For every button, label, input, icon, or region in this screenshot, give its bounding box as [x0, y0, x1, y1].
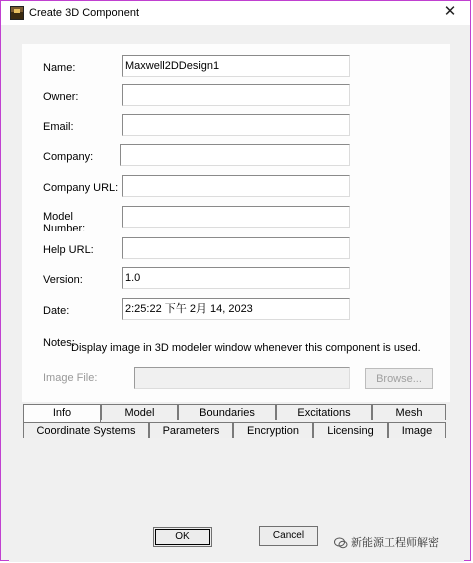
- image-file-field: [134, 367, 350, 389]
- name-label: Name:: [43, 62, 76, 74]
- close-icon[interactable]: ✕: [443, 3, 457, 20]
- image-file-label: Image File:: [43, 372, 98, 384]
- browse-button: Browse...: [365, 368, 433, 389]
- owner-label: Owner:: [43, 91, 79, 103]
- wechat-icon: [334, 537, 348, 549]
- tab-mesh[interactable]: Mesh: [372, 404, 446, 420]
- tab-model[interactable]: Model: [101, 404, 178, 420]
- notes-label: Notes:: [43, 337, 75, 349]
- watermark-text: 新能源工程师解密: [351, 537, 439, 549]
- tab-encryption[interactable]: Encryption: [233, 422, 313, 438]
- title-bar: [1, 1, 470, 25]
- company-url-field[interactable]: [122, 175, 350, 197]
- tab-licensing[interactable]: Licensing: [313, 422, 388, 438]
- tab-image[interactable]: Image: [388, 422, 446, 438]
- window-title: Create 3D Component: [29, 7, 140, 19]
- date-field[interactable]: 2:25:22 下午 2月 14, 2023: [122, 298, 350, 320]
- date-label: Date:: [43, 305, 70, 317]
- help-url-field[interactable]: [122, 237, 350, 259]
- app-icon: [10, 6, 24, 20]
- help-url-label: Help URL:: [43, 244, 94, 256]
- email-field[interactable]: [122, 114, 350, 136]
- version-field[interactable]: 1.0: [122, 267, 350, 289]
- email-label: Email:: [43, 121, 74, 133]
- tab-coordinate-systems[interactable]: Coordinate Systems: [23, 422, 149, 438]
- display-image-label: Display image in 3D modeler window whenever this component is used.: [71, 342, 421, 354]
- tab-boundaries[interactable]: Boundaries: [178, 404, 276, 420]
- ok-button[interactable]: OK: [153, 527, 212, 547]
- tab-info[interactable]: Info: [23, 404, 101, 422]
- tab-excitations[interactable]: Excitations: [276, 404, 372, 420]
- company-field[interactable]: [120, 144, 350, 166]
- watermark: [334, 534, 439, 550]
- tab-parameters[interactable]: Parameters: [149, 422, 233, 438]
- name-field[interactable]: Maxwell2DDesign1: [122, 55, 350, 77]
- model-number-label: Model Number:: [43, 211, 86, 231]
- cancel-button[interactable]: Cancel: [259, 526, 318, 546]
- version-label: Version:: [43, 274, 83, 286]
- model-number-field[interactable]: [122, 206, 350, 228]
- owner-field[interactable]: [122, 84, 350, 106]
- company-url-label: Company URL:: [43, 182, 119, 194]
- company-label: Company:: [43, 151, 94, 163]
